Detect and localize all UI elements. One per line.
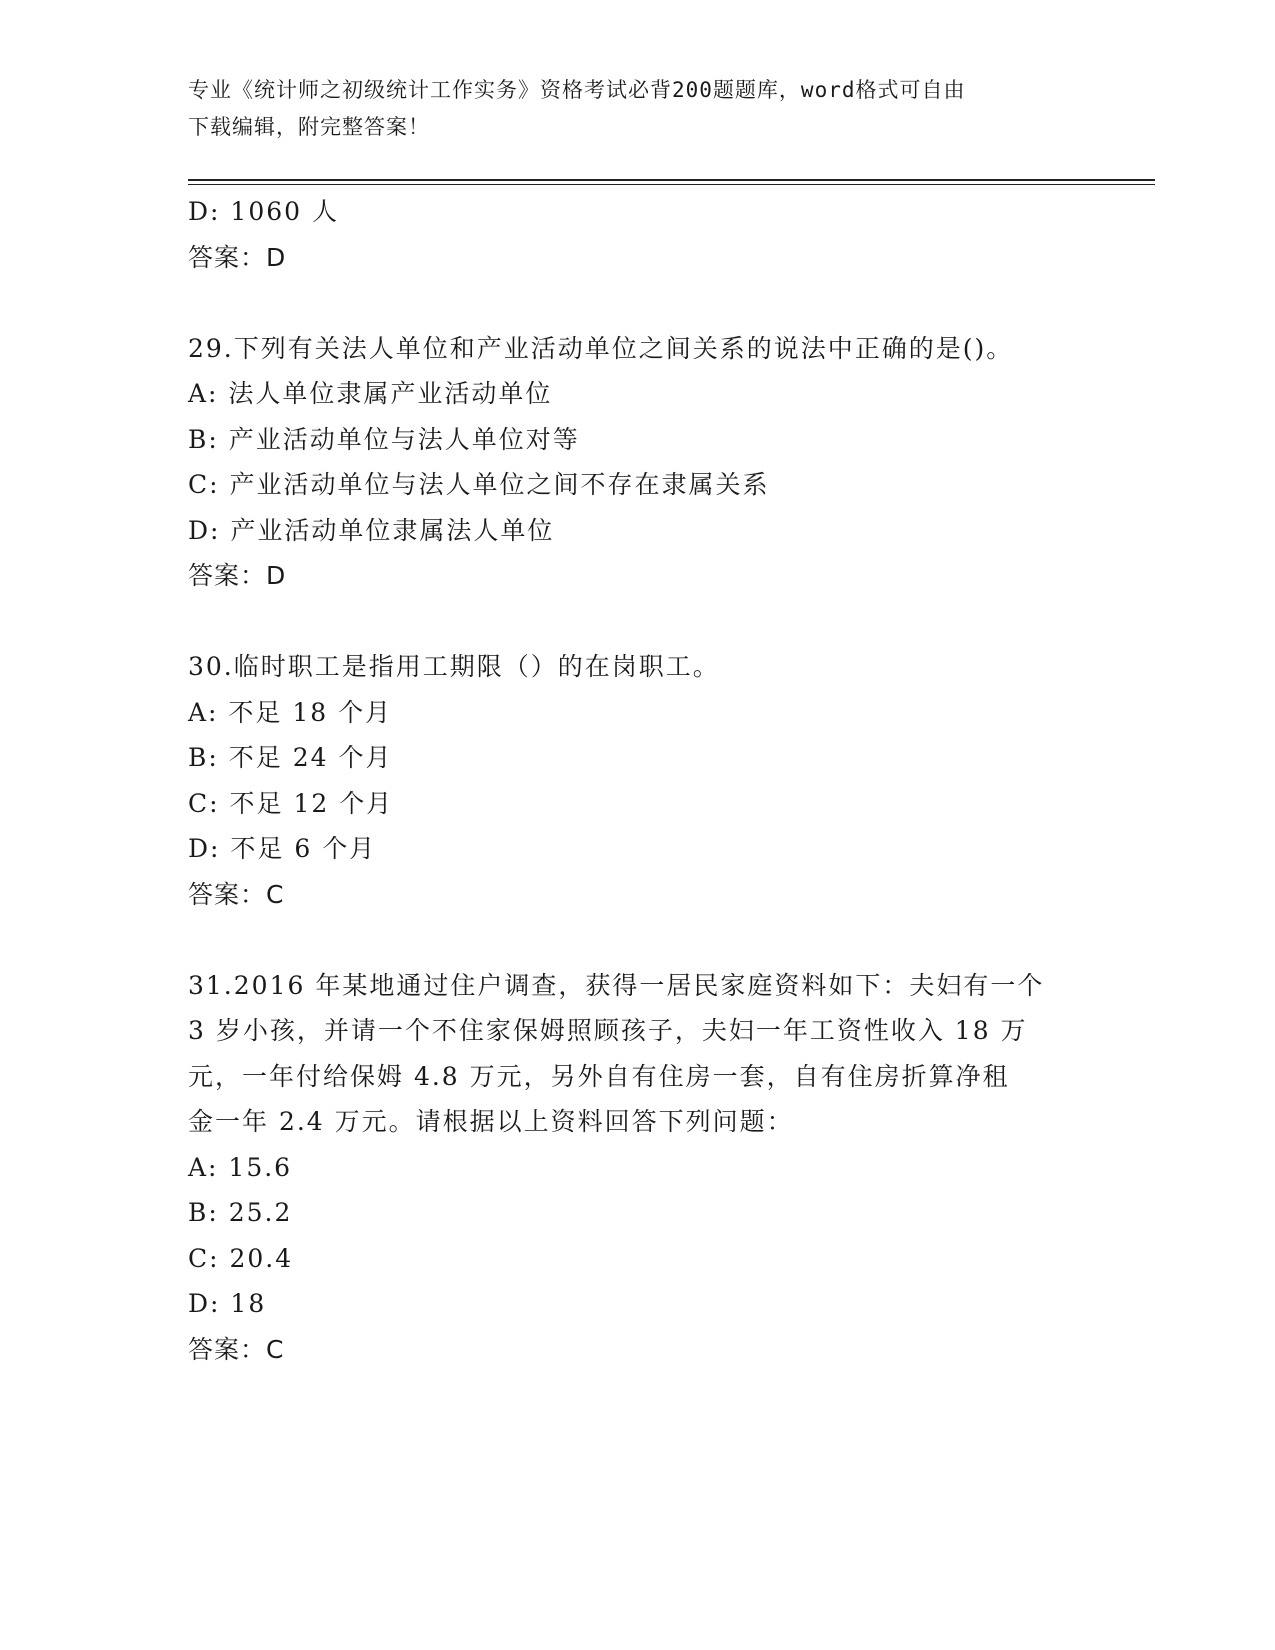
- question-31-option-c: C: 20.4: [188, 1243, 294, 1273]
- prev-answer: 答案：D: [188, 242, 287, 272]
- question-31-answer: 答案：C: [188, 1334, 285, 1364]
- prev-option-d: D: 1060 人: [188, 197, 339, 226]
- question-30-option-d: D: 不足 6 个月: [188, 834, 377, 863]
- question-30-option-c: C: 不足 12 个月: [188, 788, 394, 818]
- document-header: [188, 72, 1068, 146]
- question-30-answer: 答案：C: [188, 879, 285, 909]
- question-29-option-b: B: 产业活动单位与法人单位对等: [188, 424, 580, 454]
- question-30-option-b: B: 不足 24 个月: [188, 743, 393, 772]
- question-31-stem-line-4: 金一年 2.4 万元。请根据以上资料回答下列问题：: [188, 1107, 794, 1136]
- question-31-option-b: B: 25.2: [188, 1198, 293, 1227]
- question-content: [188, 189, 1088, 1372]
- spacer: [188, 917, 1088, 963]
- question-29-answer: 答案：D: [188, 561, 287, 590]
- question-31-option-a: A: 15.6: [188, 1152, 293, 1182]
- question-29-option-a: A: 法人单位隶属产业活动单位: [188, 379, 553, 408]
- question-31-stem-line-1: 31.2016 年某地通过住户调查，获得一居民家庭资料如下：夫妇有一个: [188, 970, 1045, 1000]
- header-line-1: 专业《统计师之初级统计工作实务》资格考试必背200题题库，word格式可自由: [188, 78, 966, 102]
- question-31-option-d: D: 18: [188, 1289, 267, 1318]
- question-29-option-d: D: 产业活动单位隶属法人单位: [188, 515, 555, 545]
- question-30-option-a: A: 不足 18 个月: [188, 697, 393, 727]
- header-rule-thin: [188, 184, 1155, 185]
- header-rule-thick: [188, 179, 1155, 181]
- spacer: [188, 280, 1088, 326]
- question-31-stem-line-2: 3 岁小孩，并请一个不住家保姆照顾孩子，夫妇一年工资性收入 18 万: [188, 1016, 1028, 1045]
- header-line-2: 下载编辑，附完整答案！: [188, 115, 430, 139]
- question-29-option-c: C: 产业活动单位与法人单位之间不存在隶属关系: [188, 470, 770, 499]
- question-30-stem: 30.临时职工是指用工期限（）的在岗职工。: [188, 652, 720, 681]
- question-31-stem-line-3: 元，一年付给保姆 4.8 万元，另外自有住房一套，自有住房折算净租: [188, 1061, 1010, 1091]
- question-29-stem: 29.下列有关法人单位和产业活动单位之间关系的说法中正确的是()。: [188, 333, 1014, 363]
- spacer: [188, 599, 1088, 645]
